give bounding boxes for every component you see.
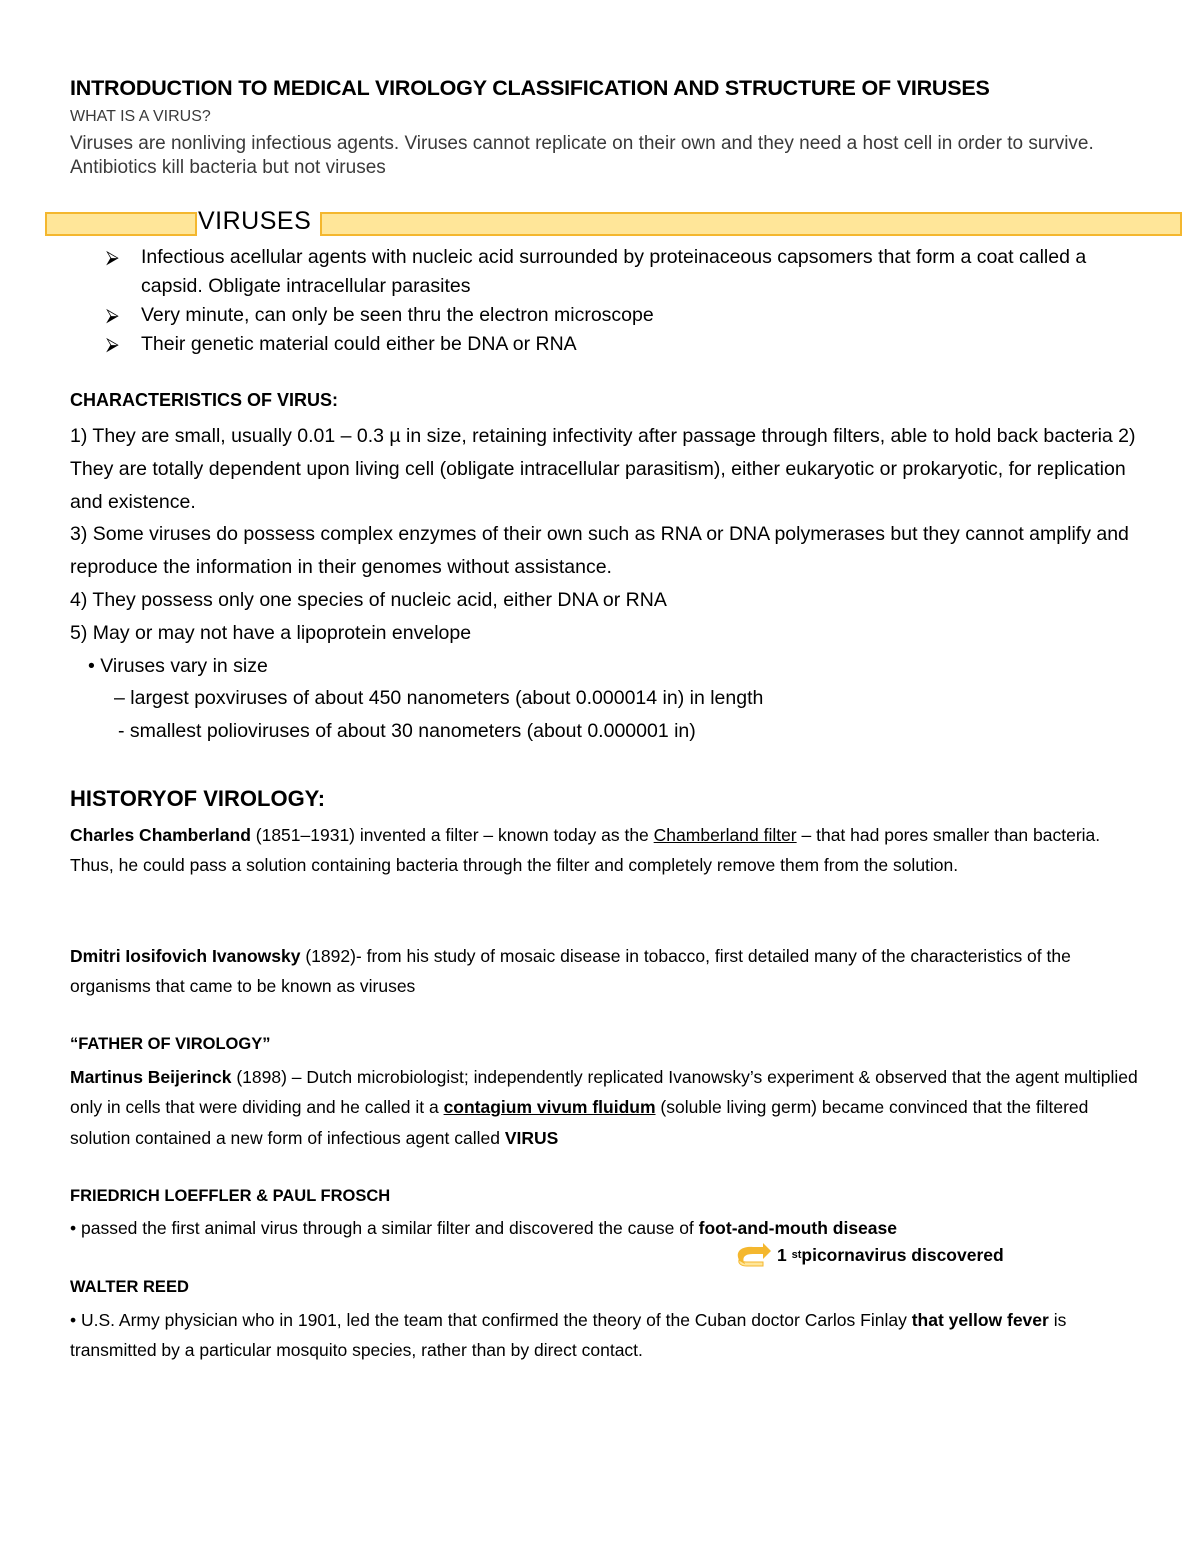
list-item <box>106 301 1146 330</box>
history-heading: HISTORYOF VIROLOGY: <box>70 786 326 811</box>
list-item-text: Very minute, can only be seen thru the electron microscope <box>141 304 654 326</box>
ivanowsky-paragraph: Dmitri Iosifovich Ivanowsky (1892)- from his study of mosaic disease in tobacco, first detailed many of the characteristics of the organisms that came to be known as viruses <box>70 946 1071 997</box>
reed-heading: WALTER REED <box>70 1278 189 1296</box>
loeffler-paragraph: • passed the first animal virus through a similar filter and discovered the cause of foot-and-mouth disease <box>70 1218 897 1238</box>
list-item-text: Their genetic material could either be DNA or RNA <box>141 333 577 355</box>
characteristic-item: 4) They possess only one species of nucleic acid, either DNA or RNA <box>70 588 667 611</box>
viruses-heading: VIRUSES <box>198 207 312 235</box>
chamberland-filter-link[interactable]: Chamberland filter <box>653 825 797 845</box>
arrow-bullet-icon: ⮚ <box>106 305 119 325</box>
characteristics-heading: CHARACTERISTICS OF VIRUS: <box>70 390 339 410</box>
what-is-question: WHAT IS A VIRUS? <box>70 108 211 125</box>
reed-paragraph: • U.S. Army physician who in 1901, led the team that confirmed the theory of the Cuban doctor Carlos Finlay that yellow fever is transmitted by a particular mosquito species, rather than by direct contact. <box>70 1310 1067 1361</box>
note-text: picornavirus discovered <box>801 1244 1004 1265</box>
chamberland-paragraph: Charles Chamberland (1851–1931) invented a filter – known today as the Chamberland filter – that had pores smaller than bacteria. Thus, he could pass a solution containing bacteria through the filter and completely remove them from the solution. <box>70 825 1101 876</box>
section-band-right <box>320 212 1182 236</box>
size-smallest: - smallest polioviruses of about 30 nanometers (about 0.000001 in) <box>118 720 696 743</box>
chamberland-name: Charles Chamberland <box>70 825 251 845</box>
beijerinck-name: Martinus Beijerinck <box>70 1067 232 1087</box>
characteristic-item: 3) Some viruses do possess complex enzymes of their own such as RNA or DNA polymerases but they cannot amplify and reproduce the information in their genomes without assistance. <box>70 523 1129 579</box>
list-item <box>106 243 1146 301</box>
size-largest: – largest poxviruses of about 450 nanometers (about 0.000014 in) in length <box>114 687 764 710</box>
ivanowsky-name: Dmitri Iosifovich Ivanowsky <box>70 946 301 966</box>
beijerinck-paragraph: Martinus Beijerinck (1898) – Dutch microbiologist; independently replicated Ivanowsky’s experiment & observed that the agent multiplied only in cells that were dividing and he called it a contagium vivum fluidum (soluble living germ) became convinced that the filtered solution contained a new form of infectious agent called VIRUS <box>70 1067 1138 1148</box>
curved-arrow-icon <box>733 1242 773 1268</box>
what-is-answer: Viruses are nonliving infectious agents. Viruses cannot replicate on their own and they need a host cell in order to survive. Antibiotics kill bacteria but not viruses <box>70 133 1094 178</box>
characteristic-item: 1) They are small, usually 0.01 – 0.3 µ in size, retaining infectivity after passage through filters, able to hold back bacteria 2) They are totally dependent upon living cell (obligate intracellular parasitism), either eukaryotic or prokaryotic, for replication and existence. <box>70 425 1136 513</box>
section-band-left <box>45 212 197 236</box>
page-title: INTRODUCTION TO MEDICAL VIROLOGY CLASSIFICATION AND STRUCTURE OF VIRUSES <box>70 76 990 100</box>
note-superscript: st <box>791 1249 802 1261</box>
list-item <box>106 330 1146 359</box>
characteristics-list <box>70 420 1150 748</box>
arrow-bullet-icon: ⮚ <box>106 247 119 267</box>
note-number: 1 <box>777 1244 787 1265</box>
yellow-fever-term: that yellow fever <box>911 1310 1049 1330</box>
characteristic-item: 5) May or may not have a lipoprotein envelope <box>70 621 472 644</box>
picornavirus-note <box>733 1242 1004 1268</box>
contagium-term: contagium vivum fluidum <box>443 1097 656 1118</box>
fmd-term: foot-and-mouth disease <box>698 1218 897 1238</box>
father-heading: “FATHER OF VIROLOGY” <box>70 1035 271 1053</box>
size-subpoint: • Viruses vary in size <box>88 654 268 677</box>
virus-term: VIRUS <box>504 1127 559 1148</box>
arrow-bullet-icon: ⮚ <box>106 334 119 354</box>
list-item-text: Infectious acellular agents with nucleic acid surrounded by proteinaceous capsomers that form a coat called a capsid. Obligate intracellular parasites <box>141 246 1087 297</box>
viruses-bullet-list <box>106 243 1146 359</box>
loeffler-heading: FRIEDRICH LOEFFLER & PAUL FROSCH <box>70 1187 391 1205</box>
